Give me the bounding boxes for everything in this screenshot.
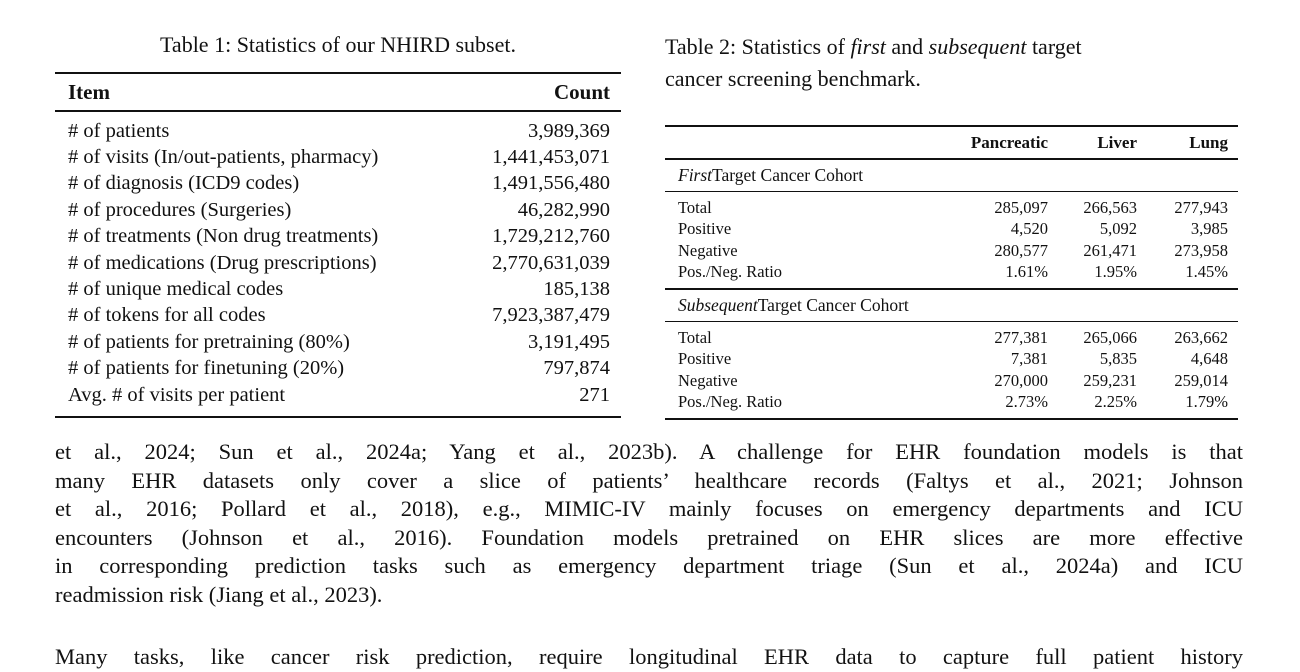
row-item-label: # of patients bbox=[68, 119, 170, 142]
table-row bbox=[665, 240, 1238, 261]
table-row bbox=[665, 218, 1238, 239]
column-header-item: Item bbox=[68, 79, 110, 104]
row-item-label: # of procedures (Surgeries) bbox=[68, 198, 292, 221]
cell-value: 5,092 bbox=[1099, 219, 1137, 239]
row-count-value: 797,874 bbox=[543, 357, 610, 380]
next-paragraph-clipped bbox=[55, 643, 1243, 672]
caption-italic-subsequent: subsequent bbox=[928, 34, 1027, 59]
row-count-value: 7,923,387,479 bbox=[492, 304, 610, 327]
row-item-label: # of patients for pretraining (80%) bbox=[68, 330, 350, 353]
table2-header-row bbox=[665, 127, 1238, 158]
cell-value: 3,985 bbox=[1190, 219, 1228, 239]
cell-value: 2.25% bbox=[1094, 392, 1137, 412]
cell-value: 266,563 bbox=[1083, 198, 1137, 217]
table-row bbox=[68, 382, 610, 408]
column-header-liver: Liver bbox=[1097, 132, 1137, 152]
cell-value: 1.79% bbox=[1185, 392, 1228, 412]
row-count-value: 46,282,990 bbox=[517, 198, 610, 221]
row-item-label: # of diagnosis (ICD9 codes) bbox=[68, 172, 300, 195]
column-header-pancreatic: Pancreatic bbox=[970, 132, 1048, 152]
table1-bottom-rule bbox=[55, 416, 621, 418]
table2-caption-line1 bbox=[665, 31, 1238, 63]
cell-value: 270,000 bbox=[994, 370, 1048, 390]
row-label: Negative bbox=[678, 240, 738, 260]
row-item-label: # of tokens for all codes bbox=[68, 304, 266, 327]
cell-value: 4,648 bbox=[1190, 349, 1228, 369]
row-label: Negative bbox=[678, 370, 738, 390]
row-label: Positive bbox=[678, 349, 732, 369]
cell-value: 259,231 bbox=[1083, 370, 1137, 390]
table-row bbox=[68, 170, 610, 196]
row-item-label: # of visits (In/out-patients, pharmacy) bbox=[68, 145, 379, 168]
table1-header-row bbox=[55, 74, 621, 110]
paragraph-line: readmission risk (Jiang et al., 2023). bbox=[55, 581, 383, 607]
table2-caption bbox=[665, 31, 1238, 95]
cell-value: 4,520 bbox=[1010, 219, 1048, 239]
cell-value: 1.95% bbox=[1094, 261, 1137, 281]
column-header-count: Count bbox=[553, 79, 610, 104]
row-label: Total bbox=[678, 198, 712, 217]
row-count-value: 3,989,369 bbox=[528, 119, 610, 142]
row-count-value: 1,441,453,071 bbox=[492, 145, 610, 168]
table-row bbox=[665, 348, 1238, 369]
table-row bbox=[68, 276, 610, 302]
table-row bbox=[665, 327, 1238, 348]
cell-value: 280,577 bbox=[994, 240, 1048, 260]
caption-text: and bbox=[885, 34, 929, 59]
caption-text: target bbox=[1026, 34, 1082, 59]
section-title-italic: First bbox=[678, 164, 713, 185]
cell-value: 261,471 bbox=[1083, 240, 1137, 260]
row-label: Pos./Neg. Ratio bbox=[678, 261, 783, 281]
cell-value: 273,958 bbox=[1174, 240, 1228, 260]
table2-bottom-rule bbox=[665, 418, 1238, 420]
row-item-label: Avg. # of visits per patient bbox=[68, 383, 286, 406]
cell-value: 259,014 bbox=[1174, 370, 1228, 390]
row-item-label: # of unique medical codes bbox=[68, 277, 284, 300]
row-item-label: # of medications (Drug prescriptions) bbox=[68, 251, 377, 274]
table-row bbox=[68, 197, 610, 223]
table2-subsequent-cohort-body bbox=[665, 322, 1238, 418]
row-count-value: 1,729,212,760 bbox=[492, 225, 610, 248]
row-label: Total bbox=[678, 328, 712, 348]
table1-body bbox=[55, 112, 621, 416]
row-count-value: 185,138 bbox=[543, 277, 610, 300]
table-row bbox=[665, 370, 1238, 391]
table2 bbox=[665, 0, 1238, 420]
paragraph-partial-line: Many tasks, like cancer risk prediction, require longitudinal EHR data to capture full patient history bbox=[55, 644, 1243, 669]
cell-value: 1.45% bbox=[1185, 261, 1228, 281]
cell-value: 277,381 bbox=[994, 328, 1048, 348]
cell-value: 5,835 bbox=[1099, 349, 1137, 369]
paragraph-line: encounters (Johnson et al., 2016). Foundation models pretrained on EHR slices are more effective bbox=[55, 524, 1243, 550]
cell-value: 1.61% bbox=[1005, 261, 1048, 281]
body-paragraph bbox=[55, 438, 1243, 610]
row-label: Positive bbox=[678, 219, 732, 239]
row-item-label: # of patients for finetuning (20%) bbox=[68, 357, 345, 380]
section-title-rest: Target Cancer Cohort bbox=[757, 294, 909, 315]
cell-value: 263,662 bbox=[1174, 328, 1228, 348]
paragraph-line: et al., 2016; Pollard et al., 2018), e.g., MIMIC-IV mainly focuses on emergency departments and ICU bbox=[55, 496, 1243, 522]
table-row bbox=[68, 223, 610, 249]
paragraph-line: in corresponding prediction tasks such as emergency department triage (Sun et al., 2024a) and ICU bbox=[55, 553, 1243, 579]
caption-text: Table 2: Statistics of bbox=[665, 34, 851, 59]
table-row bbox=[68, 250, 610, 276]
section-title-subsequent-cohort bbox=[665, 290, 1238, 321]
table-row bbox=[68, 355, 610, 381]
table-row bbox=[68, 329, 610, 355]
cell-value: 265,066 bbox=[1083, 328, 1137, 348]
cell-value: 7,381 bbox=[1010, 349, 1048, 369]
row-count-value: 271 bbox=[579, 383, 610, 406]
table-row bbox=[665, 261, 1238, 282]
table-row bbox=[68, 302, 610, 328]
row-label: Pos./Neg. Ratio bbox=[678, 392, 783, 412]
row-item-label: # of treatments (Non drug treatments) bbox=[68, 225, 379, 248]
row-count-value: 2,770,631,039 bbox=[492, 251, 610, 274]
table1 bbox=[55, 0, 621, 418]
row-count-value: 3,191,495 bbox=[528, 330, 610, 353]
table-row bbox=[68, 118, 610, 144]
paragraph-line: many EHR datasets only cover a slice of patients’ healthcare records (Faltys et al., 2021; Johnson bbox=[55, 467, 1243, 493]
cell-value: 277,943 bbox=[1174, 198, 1228, 217]
section-title-first-cohort bbox=[665, 160, 1238, 191]
section-title-rest: Target Cancer Cohort bbox=[712, 164, 864, 185]
caption-italic-first: first bbox=[850, 34, 886, 59]
table2-caption-line2: cancer screening benchmark. bbox=[665, 66, 921, 91]
table1-caption: Table 1: Statistics of our NHIRD subset. bbox=[160, 32, 516, 57]
table-row bbox=[665, 391, 1238, 412]
table2-first-cohort-body bbox=[665, 192, 1238, 288]
cell-value: 2.73% bbox=[1005, 392, 1048, 412]
table-row bbox=[665, 197, 1238, 218]
table-row bbox=[68, 144, 610, 170]
row-count-value: 1,491,556,480 bbox=[492, 172, 610, 195]
section-title-italic: Subsequent bbox=[678, 294, 758, 315]
cell-value: 285,097 bbox=[994, 198, 1048, 217]
column-header-lung: Lung bbox=[1189, 132, 1228, 152]
paragraph-line: et al., 2024; Sun et al., 2024a; Yang et al., 2023b). A challenge for EHR foundation models is that bbox=[55, 439, 1243, 464]
